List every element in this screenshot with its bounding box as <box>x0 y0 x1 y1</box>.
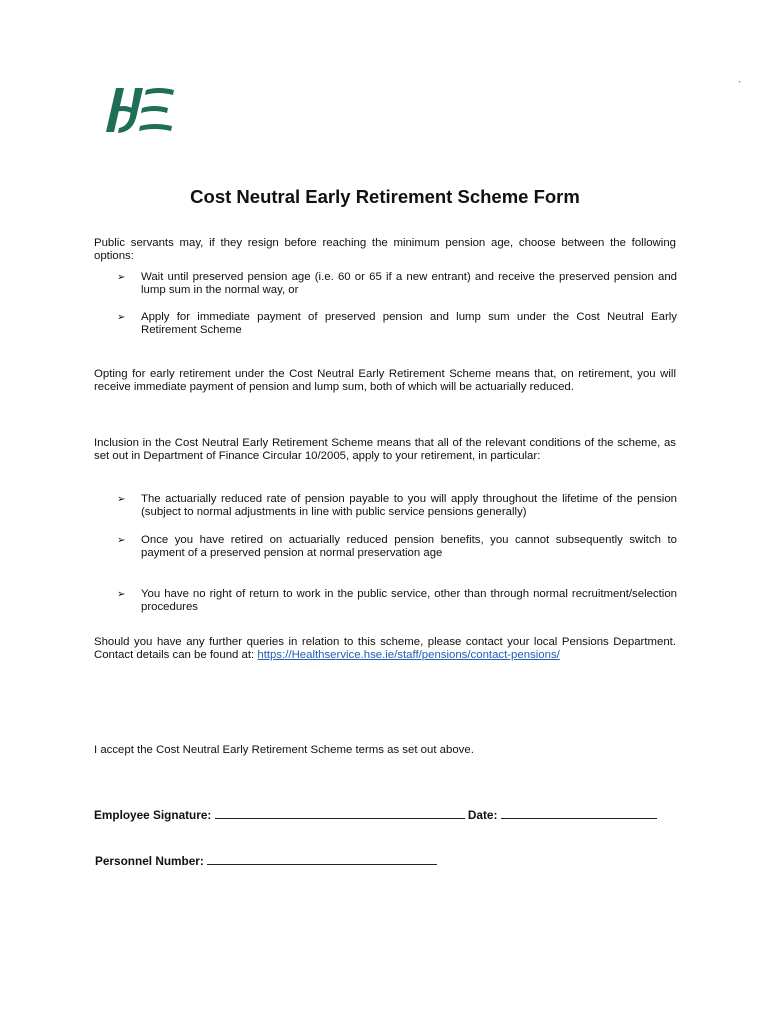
inclusion-paragraph: Inclusion in the Cost Neutral Early Retirement Scheme means that all of the relevant conditions of the scheme, as set out in Department of Finance Circular 10/2005, apply to your retirement, in particular: <box>94 437 676 463</box>
bullet-arrow-icon: ➢ <box>117 535 126 546</box>
personnel-number-field[interactable] <box>207 853 437 865</box>
date-label: Date: <box>467 808 498 822</box>
bullet-arrow-icon: ➢ <box>117 272 126 283</box>
condition-item <box>117 588 677 615</box>
corner-mark: ` <box>738 80 741 90</box>
condition-text: The actuarially reduced rate of pension payable to you will apply throughout the lifetime of the pension (subject to normal adjustments in line with public service pensions generally) <box>141 493 677 519</box>
date-field[interactable] <box>501 807 657 819</box>
bullet-arrow-icon: ➢ <box>117 312 126 323</box>
bullet-arrow-icon: ➢ <box>117 589 126 600</box>
option-text: Apply for immediate payment of preserved pension and lump sum under the Cost Neutral Early Retirement Scheme <box>141 311 677 337</box>
option-item <box>117 311 677 338</box>
personnel-row <box>95 853 437 868</box>
form-title: Cost Neutral Early Retirement Scheme Form <box>190 186 580 207</box>
option-item <box>117 271 677 298</box>
bullet-arrow-icon: ➢ <box>117 494 126 505</box>
acceptance-statement: I accept the Cost Neutral Early Retirement Scheme terms as set out above. <box>94 744 474 756</box>
condition-item <box>117 493 677 520</box>
condition-item <box>117 534 677 561</box>
personnel-number-label: Personnel Number: <box>95 854 204 868</box>
signature-row <box>94 807 657 822</box>
option-text: Wait until preserved pension age (i.e. 60 or 65 if a new entrant) and receive the preserved pension and lump sum in the normal way, or <box>141 271 677 297</box>
condition-text: You have no right of return to work in the public service, other than through normal recruitment/selection procedures <box>141 588 677 614</box>
intro-paragraph: Public servants may, if they resign before reaching the minimum pension age, choose between the following options: <box>94 237 676 263</box>
signature-field[interactable] <box>215 807 465 819</box>
queries-paragraph <box>94 636 676 663</box>
queries-text: Should you have any further queries in relation to this scheme, please contact your local Pensions Department. Contact details can be found at: <box>94 636 676 662</box>
condition-text: Once you have retired on actuarially reduced pension benefits, you cannot subsequently switch to payment of a preserved pension at normal preservation age <box>141 534 677 560</box>
opting-paragraph: Opting for early retirement under the Cost Neutral Early Retirement Scheme means that, on retirement, you will receive immediate payment of pension and lump sum, both of which will be actuarially reduced. <box>94 368 676 394</box>
signature-label: Employee Signature: <box>94 808 212 822</box>
hse-logo <box>102 84 176 136</box>
contact-pensions-link[interactable]: https://Healthservice.hse.ie/staff/pensions/contact-pensions/ <box>257 649 560 662</box>
